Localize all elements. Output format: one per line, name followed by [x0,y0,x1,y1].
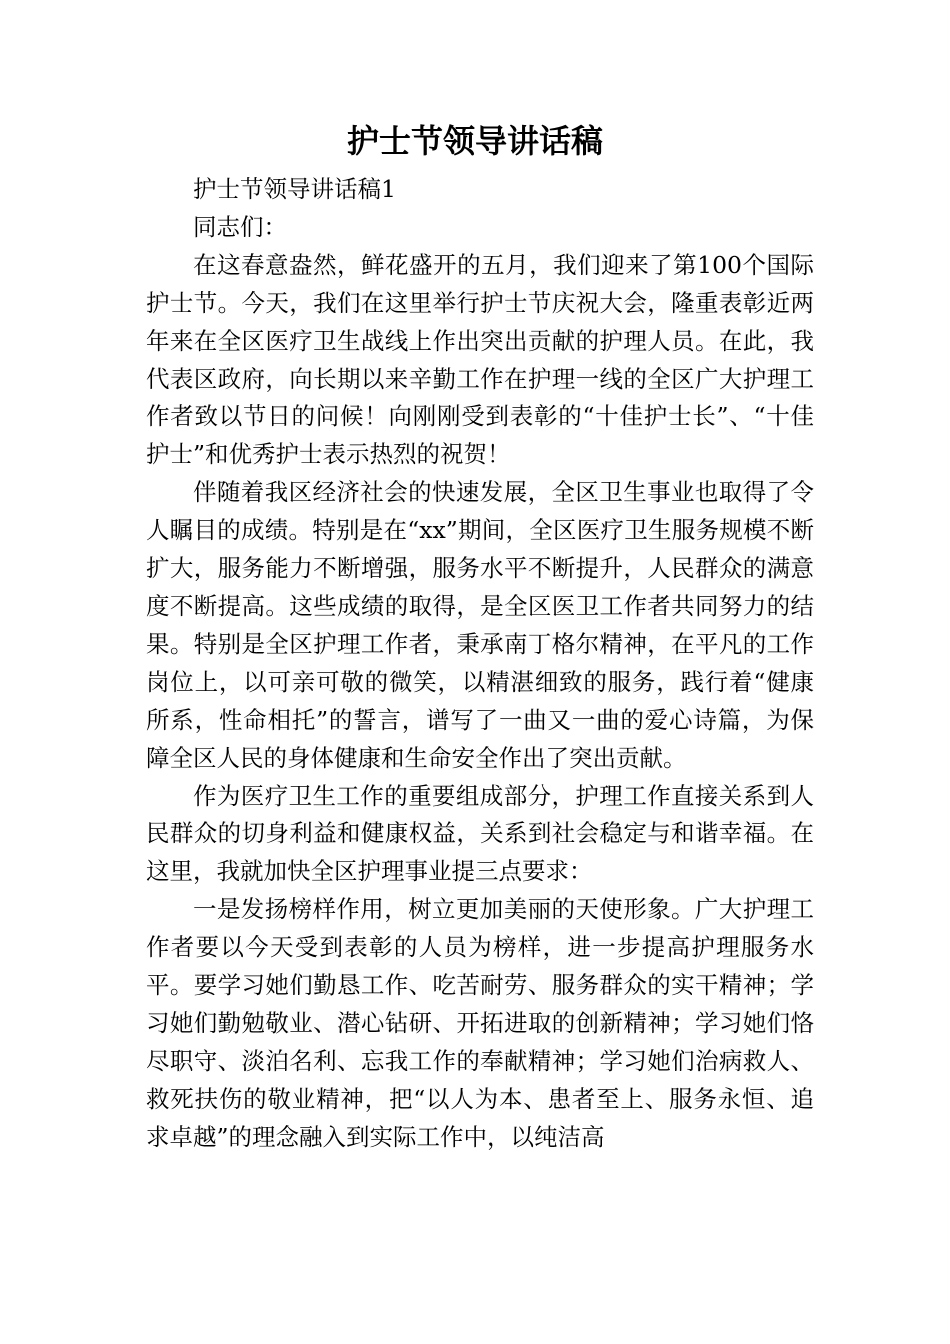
paragraph-opening: 在这春意盎然，鲜花盛开的五月，我们迎来了第100个国际护士节。今天，我们在这里举行护士节庆祝大会，隆重表彰近两年来在全区医疗卫生战线上作出突出贡献的护理人员。在此，我代表区政府，向长期以来辛勤工作在护理一线的全区广大护理工作者致以节日的问候！向刚刚受到表彰的“十佳护士长”、“十佳护士”和优秀护士表示热烈的祝贺！ [146,250,814,469]
paragraph-achievements: 伴随着我区经济社会的快速发展，全区卫生事业也取得了令人瞩目的成绩。特别是在“xx”期间，全区医疗卫生服务规模不断扩大，服务能力不断增强，服务水平不断提升，人民群众的满意度不断提高。这些成绩的取得，是全区医卫工作者共同努力的结果。特别是全区护理工作者，秉承南丁格尔精神，在平凡的工作岗位上，以可亲可敬的微笑，以精湛细致的服务，践行着“健康所系，性命相托”的誓言，谱写了一曲又一曲的爱心诗篇，为保障全区人民的身体健康和生命安全作出了突出贡献。 [146,478,814,772]
paragraph-requirement-one: 一是发扬榜样作用，树立更加美丽的天使形象。广大护理工作者要以今天受到表彰的人员为榜样，进一步提高护理服务水平。要学习她们勤恳工作、吃苦耐劳、服务群众的实干精神；学习她们勤勉敬业、潜心钻研、开拓进取的创新精神；学习她们恪尽职守、淡泊名利、忘我工作的奉献精神；学习她们治病救人、救死扶伤的敬业精神，把“以人为本、患者至上、服务永恒、追求卓越”的理念融入到实际工作中，以纯洁高 [146,895,814,1151]
paragraph-salutation: 同志们： [193,212,287,241]
paragraph-requirements-intro: 作为医疗卫生工作的重要组成部分，护理工作直接关系到人民群众的切身利益和健康权益，关系到社会稳定与和谐幸福。在这里，我就加快全区护理事业提三点要求： [146,781,814,886]
paragraph-subtitle: 护士节领导讲话稿1 [193,175,396,203]
document-title: 护士节领导讲话稿 [346,122,603,160]
document-body [146,171,814,1157]
